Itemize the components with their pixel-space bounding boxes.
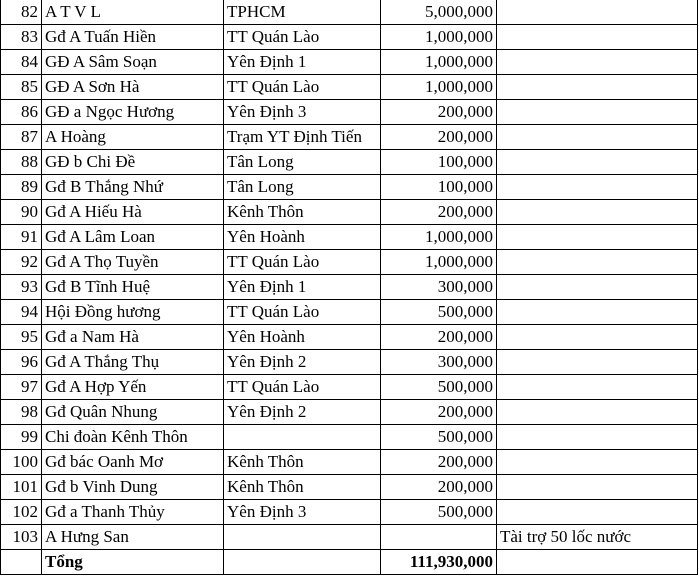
table-row (1, 0, 698, 25)
donor-location-cell: TT Quán Lào (224, 75, 381, 100)
donation-note-cell: Tài trợ 50 lốc nước (497, 525, 698, 550)
table-row (1, 300, 698, 325)
donor-location-cell: Yên Định 1 (224, 275, 381, 300)
row-number-cell: 98 (1, 400, 42, 425)
row-number-cell: 97 (1, 375, 42, 400)
donation-note-cell (497, 325, 698, 350)
donor-name-cell: A Hoàng (42, 125, 224, 150)
donation-note-cell (497, 75, 698, 100)
donor-location-cell (224, 425, 381, 450)
row-number-cell: 95 (1, 325, 42, 350)
donor-location-cell: TT Quán Lào (224, 250, 381, 275)
donation-amount-cell: 200,000 (381, 475, 497, 500)
donation-note-cell (497, 250, 698, 275)
donation-note-cell (497, 300, 698, 325)
row-number-cell: 87 (1, 125, 42, 150)
row-number-cell: 93 (1, 275, 42, 300)
donor-name-cell: Chi đoàn Kênh Thôn (42, 425, 224, 450)
donation-amount-cell: 200,000 (381, 100, 497, 125)
donation-note-cell (497, 100, 698, 125)
donor-name-cell: Gđ A Hợp Yến (42, 375, 224, 400)
donor-location-cell: Yên Hoành (224, 325, 381, 350)
row-number-cell: 82 (1, 0, 42, 25)
total-number-cell (1, 550, 42, 575)
row-number-cell: 85 (1, 75, 42, 100)
row-number-cell: 96 (1, 350, 42, 375)
donation-note-cell (497, 400, 698, 425)
row-number-cell: 101 (1, 475, 42, 500)
donation-note-cell (497, 150, 698, 175)
donor-name-cell: Gđ b Vinh Dung (42, 475, 224, 500)
donor-name-cell: Gđ B Tĩnh Huệ (42, 275, 224, 300)
donor-location-cell: Kênh Thôn (224, 475, 381, 500)
donation-note-cell (497, 25, 698, 50)
donation-amount-cell: 500,000 (381, 500, 497, 525)
donation-note-cell (497, 275, 698, 300)
donor-location-cell: Trạm YT Định Tiến (224, 125, 381, 150)
row-number-cell: 91 (1, 225, 42, 250)
donation-note-cell (497, 50, 698, 75)
donation-note-cell (497, 200, 698, 225)
table-row (1, 375, 698, 400)
table-row (1, 275, 698, 300)
table-row (1, 400, 698, 425)
donation-amount-cell: 200,000 (381, 125, 497, 150)
row-number-cell: 102 (1, 500, 42, 525)
table-row (1, 450, 698, 475)
table-row (1, 425, 698, 450)
donor-location-cell: TT Quán Lào (224, 300, 381, 325)
donation-note-cell (497, 375, 698, 400)
donation-amount-cell: 1,000,000 (381, 50, 497, 75)
donor-name-cell: GĐ A Sơn Hà (42, 75, 224, 100)
table-row (1, 225, 698, 250)
donation-note-cell (497, 450, 698, 475)
donor-location-cell: TT Quán Lào (224, 375, 381, 400)
table-row (1, 200, 698, 225)
row-number-cell: 90 (1, 200, 42, 225)
donor-location-cell: Yên Định 3 (224, 100, 381, 125)
donation-amount-cell: 1,000,000 (381, 75, 497, 100)
table-row (1, 350, 698, 375)
donor-name-cell: Gđ a Nam Hà (42, 325, 224, 350)
donation-note-cell (497, 350, 698, 375)
donor-name-cell: Gđ A Thắng Thụ (42, 350, 224, 375)
table-row (1, 500, 698, 525)
donor-name-cell: Gđ bác Oanh Mơ (42, 450, 224, 475)
row-number-cell: 99 (1, 425, 42, 450)
donor-location-cell: Kênh Thôn (224, 200, 381, 225)
donor-location-cell: Yên Định 1 (224, 50, 381, 75)
table-row (1, 325, 698, 350)
donation-amount-cell: 200,000 (381, 200, 497, 225)
table-row (1, 25, 698, 50)
donor-name-cell: Gđ A Tuấn Hiền (42, 25, 224, 50)
donor-location-cell: Kênh Thôn (224, 450, 381, 475)
donor-location-cell: Tân Long (224, 175, 381, 200)
table-row (1, 150, 698, 175)
donation-note-cell (497, 125, 698, 150)
donor-location-cell: TPHCM (224, 0, 381, 25)
donor-name-cell: Gđ Quân Nhung (42, 400, 224, 425)
row-number-cell: 88 (1, 150, 42, 175)
donor-name-cell: Hội Đồng hương (42, 300, 224, 325)
donor-location-cell: Yên Định 2 (224, 350, 381, 375)
donation-amount-cell: 500,000 (381, 375, 497, 400)
donation-note-cell (497, 225, 698, 250)
total-note-cell (497, 550, 698, 575)
donation-note-cell (497, 475, 698, 500)
total-amount: 111,930,000 (381, 550, 497, 575)
donation-note-cell (497, 175, 698, 200)
donor-location-cell: Yên Định 3 (224, 500, 381, 525)
total-label: Tổng (42, 550, 224, 575)
donor-location-cell: Yên Hoành (224, 225, 381, 250)
donor-name-cell: GĐ b Chi Đề (42, 150, 224, 175)
donation-amount-cell: 300,000 (381, 275, 497, 300)
total-row (1, 550, 698, 575)
row-number-cell: 94 (1, 300, 42, 325)
total-location-cell (224, 550, 381, 575)
donor-name-cell: Gđ B Thắng Nhứ (42, 175, 224, 200)
row-number-cell: 86 (1, 100, 42, 125)
table-row (1, 75, 698, 100)
row-number-cell: 89 (1, 175, 42, 200)
donor-name-cell: GĐ A Sâm Soạn (42, 50, 224, 75)
donor-location-cell: Yên Định 2 (224, 400, 381, 425)
donation-note-cell (497, 500, 698, 525)
donor-name-cell: Gđ A Hiếu Hà (42, 200, 224, 225)
table-row (1, 250, 698, 275)
donation-amount-cell: 500,000 (381, 300, 497, 325)
donation-amount-cell: 200,000 (381, 325, 497, 350)
row-number-cell: 83 (1, 25, 42, 50)
donation-amount-cell: 5,000,000 (381, 0, 497, 25)
table-body (1, 0, 698, 575)
donor-location-cell (224, 525, 381, 550)
row-number-cell: 100 (1, 450, 42, 475)
donation-amount-cell: 500,000 (381, 425, 497, 450)
donation-amount-cell: 1,000,000 (381, 250, 497, 275)
table-row (1, 100, 698, 125)
donor-name-cell: A Hưng San (42, 525, 224, 550)
donor-name-cell: Gđ a Thanh Thủy (42, 500, 224, 525)
row-number-cell: 84 (1, 50, 42, 75)
donation-amount-cell: 1,000,000 (381, 225, 497, 250)
donation-amount-cell (381, 525, 497, 550)
donation-amount-cell: 200,000 (381, 400, 497, 425)
donor-name-cell: A T V L (42, 0, 224, 25)
donation-amount-cell: 1,000,000 (381, 25, 497, 50)
table-row (1, 175, 698, 200)
donor-location-cell: Tân Long (224, 150, 381, 175)
donor-name-cell: GĐ a Ngọc Hương (42, 100, 224, 125)
donation-amount-cell: 300,000 (381, 350, 497, 375)
donation-note-cell (497, 425, 698, 450)
donation-amount-cell: 200,000 (381, 450, 497, 475)
table-row (1, 50, 698, 75)
table-row (1, 475, 698, 500)
row-number-cell: 103 (1, 525, 42, 550)
donor-location-cell: TT Quán Lào (224, 25, 381, 50)
table-row (1, 525, 698, 550)
row-number-cell: 92 (1, 250, 42, 275)
donation-note-cell (497, 0, 698, 25)
donor-name-cell: Gđ A Lâm Loan (42, 225, 224, 250)
donation-amount-cell: 100,000 (381, 150, 497, 175)
donor-name-cell: Gđ A Thọ Tuyền (42, 250, 224, 275)
donation-amount-cell: 100,000 (381, 175, 497, 200)
table-row (1, 125, 698, 150)
